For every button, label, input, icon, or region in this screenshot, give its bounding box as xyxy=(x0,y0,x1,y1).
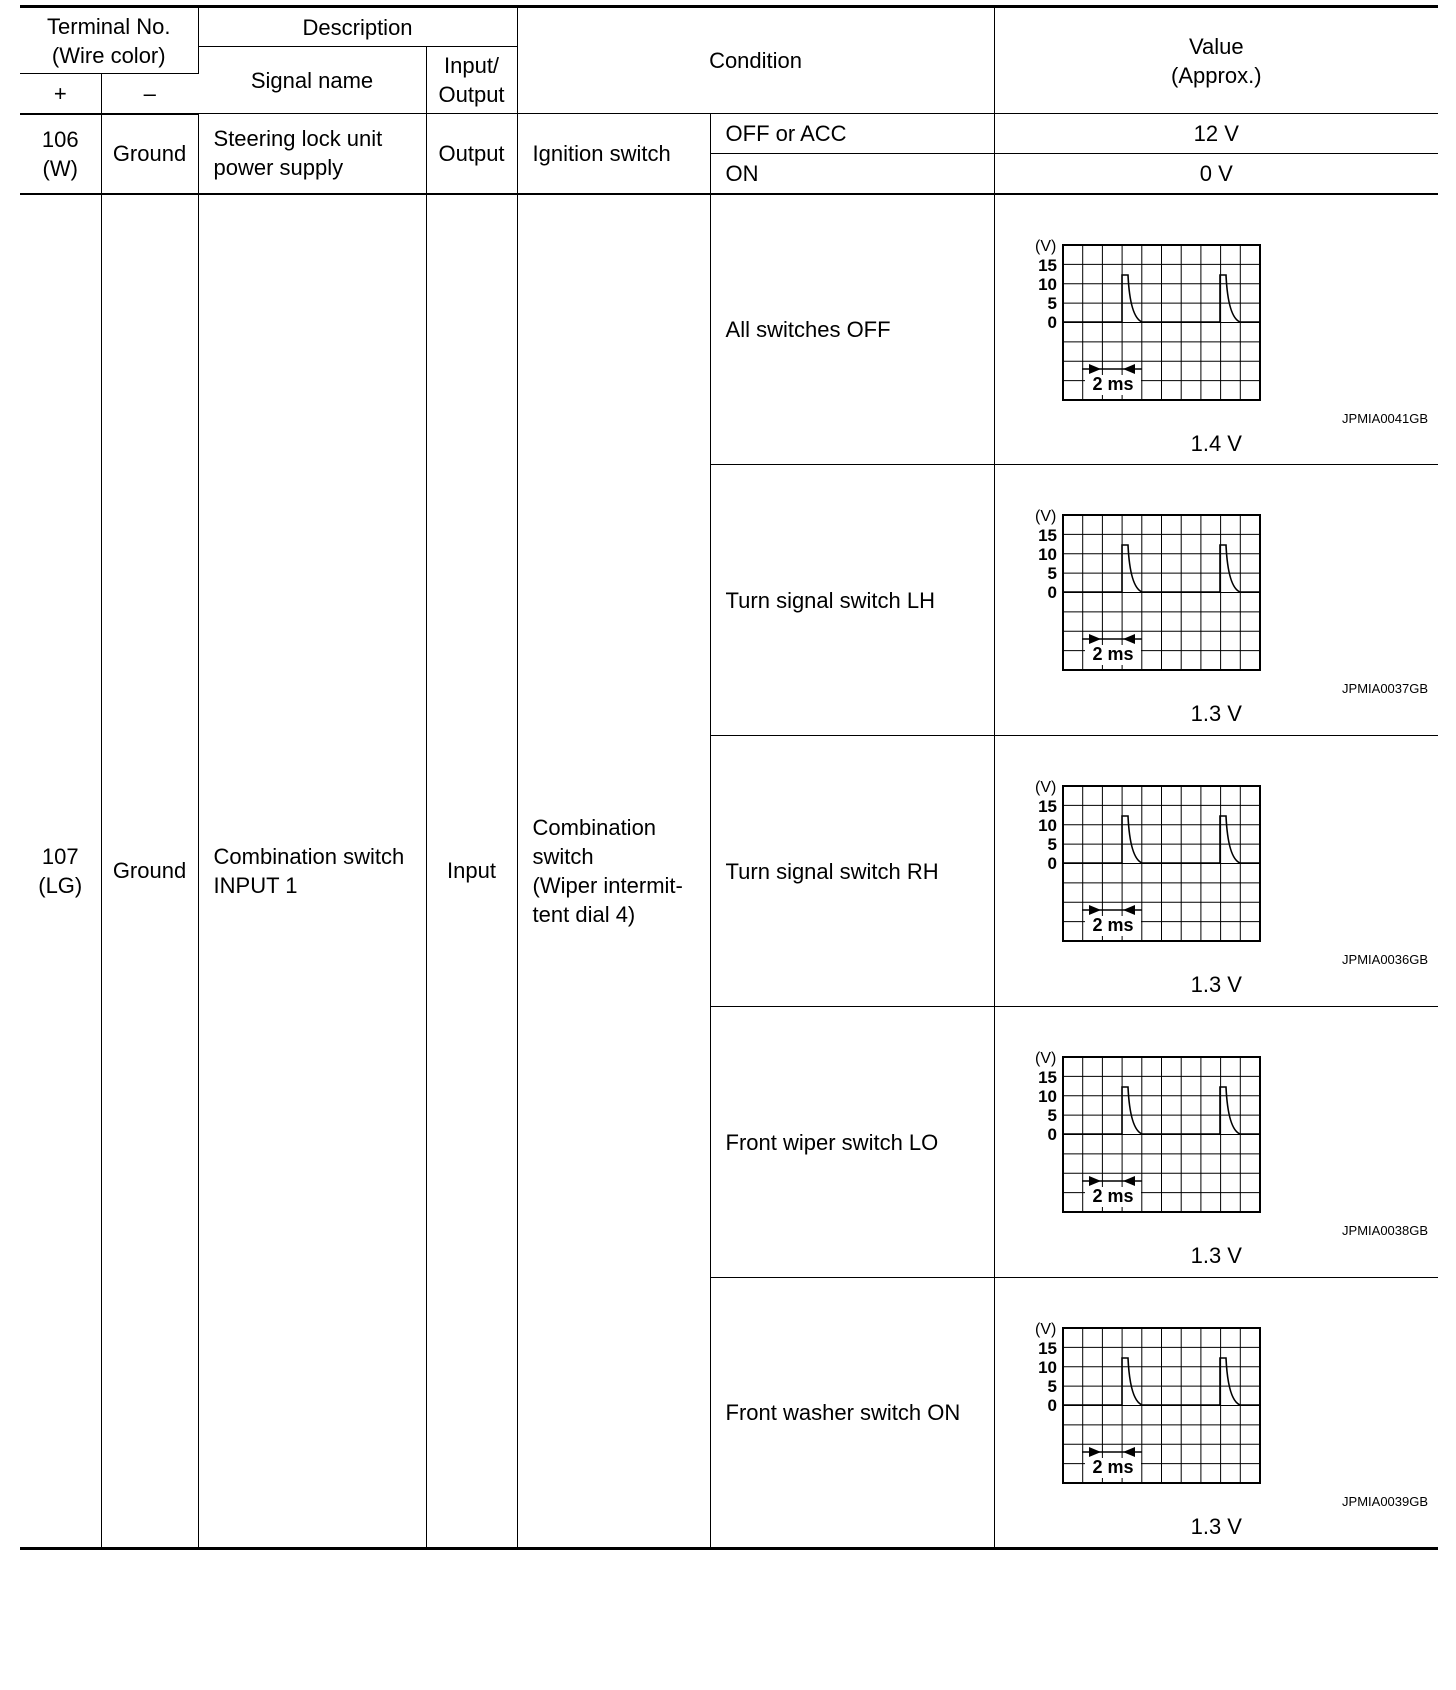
y-tick-label: 10 xyxy=(1037,274,1057,294)
io-label-line1: Input/ xyxy=(444,53,500,78)
terminal-number: 107 xyxy=(41,843,79,869)
unit-label: (V) xyxy=(1034,1050,1056,1067)
arrow-left-icon xyxy=(1123,364,1135,374)
time-label: 2 ms xyxy=(1092,1457,1134,1477)
io-label-line2: Output xyxy=(438,82,505,107)
time-label: 2 ms xyxy=(1092,373,1134,394)
oscilloscope-waveform xyxy=(1033,1045,1283,1220)
unit-label: (V) xyxy=(1034,779,1056,796)
plus-header: + xyxy=(20,74,101,114)
oscilloscope-waveform xyxy=(1033,1316,1283,1491)
oscilloscope-waveform xyxy=(1033,233,1283,408)
waveform-value-cell xyxy=(994,736,1438,1007)
condition-group: Ignition switch xyxy=(517,114,710,194)
figure-code: JPMIA0036GB xyxy=(1342,952,1429,967)
value-reading: 1.4 V xyxy=(1190,430,1242,456)
time-label: 2 ms xyxy=(1092,1186,1134,1206)
arrow-right-icon xyxy=(1089,905,1101,915)
arrow-right-icon xyxy=(1089,1176,1101,1186)
y-tick-label: 0 xyxy=(1047,312,1057,332)
unit-label: (V) xyxy=(1034,508,1056,525)
y-tick-label: 5 xyxy=(1047,1106,1057,1125)
y-tick-label: 15 xyxy=(1037,255,1057,275)
y-tick-label: 15 xyxy=(1037,526,1057,545)
oscilloscope-waveform xyxy=(1033,503,1283,678)
arrow-left-icon xyxy=(1123,634,1135,644)
minus-terminal: Ground xyxy=(101,114,198,194)
y-tick-label: 5 xyxy=(1047,835,1057,854)
minus-header: – xyxy=(101,74,198,114)
arrow-left-icon xyxy=(1123,1176,1135,1186)
figure-code: JPMIA0037GB xyxy=(1342,681,1429,696)
y-tick-label: 0 xyxy=(1047,854,1057,873)
signal-name-header: Signal name xyxy=(198,47,426,114)
arrow-left-icon xyxy=(1123,905,1135,915)
unit-label: (V) xyxy=(1034,1321,1056,1338)
y-tick-label: 5 xyxy=(1047,1377,1057,1396)
wire-color: (W) xyxy=(42,155,78,181)
condition-line: switch xyxy=(532,843,594,869)
y-tick-label: 15 xyxy=(1037,797,1057,816)
y-tick-label: 10 xyxy=(1037,545,1057,564)
signal-name xyxy=(198,114,426,194)
y-tick-label: 15 xyxy=(1037,1068,1057,1087)
value: 12 V xyxy=(994,114,1438,154)
value-reading: 1.3 V xyxy=(1190,701,1242,726)
time-label: 2 ms xyxy=(1092,644,1134,664)
terminal-107 xyxy=(20,194,101,1549)
y-tick-label: 0 xyxy=(1047,1125,1057,1144)
figure-code: JPMIA0041GB xyxy=(1342,410,1429,426)
waveform-value-cell xyxy=(994,1007,1438,1278)
terminal-no-label: Terminal No. xyxy=(47,13,171,39)
condition-line: tent dial 4) xyxy=(532,901,636,927)
arrow-right-icon xyxy=(1089,634,1101,644)
y-tick-label: 10 xyxy=(1037,1358,1057,1377)
condition-header: Condition xyxy=(517,7,994,114)
waveform-value-cell xyxy=(994,465,1438,736)
condition: Turn signal switch RH xyxy=(710,736,994,1007)
condition-group xyxy=(517,194,710,1549)
unit-label: (V) xyxy=(1034,237,1056,255)
value-reading: 1.3 V xyxy=(1190,1514,1242,1539)
time-label: 2 ms xyxy=(1092,915,1134,935)
figure-code: JPMIA0039GB xyxy=(1342,1494,1429,1509)
wire-color: (LG) xyxy=(38,872,83,898)
signal-name-line2: INPUT 1 xyxy=(213,872,298,898)
oscilloscope-waveform xyxy=(1033,774,1283,949)
signal-name-line1: Steering lock unit xyxy=(213,126,383,152)
io-type: Input xyxy=(426,194,517,1549)
arrow-right-icon xyxy=(1089,364,1101,374)
value-reading: 1.3 V xyxy=(1190,1243,1242,1268)
wire-color-label: (Wire color) xyxy=(51,42,166,68)
io-type: Output xyxy=(426,114,517,194)
condition: Front washer switch ON xyxy=(710,1278,994,1549)
signal-name-line1: Combination switch xyxy=(213,843,405,869)
waveform-value-cell xyxy=(994,1278,1438,1549)
terminal-no-header xyxy=(20,7,198,74)
terminal-number: 106 xyxy=(41,126,79,152)
condition: Front wiper switch LO xyxy=(710,1007,994,1278)
figure-code: JPMIA0038GB xyxy=(1342,1223,1429,1238)
value: 0 V xyxy=(994,154,1438,194)
y-tick-label: 10 xyxy=(1037,816,1057,835)
signal-table-container xyxy=(20,5,1438,1550)
y-tick-label: 10 xyxy=(1037,1087,1057,1106)
value-header xyxy=(994,7,1438,114)
terminal-106 xyxy=(20,114,101,194)
io-header xyxy=(426,47,517,114)
y-tick-label: 0 xyxy=(1047,583,1057,602)
terminal-signal-table xyxy=(20,5,1438,1550)
condition: Turn signal switch LH xyxy=(710,465,994,736)
condition: All switches OFF xyxy=(710,194,994,465)
value-label: Value xyxy=(1188,33,1244,59)
y-tick-label: 0 xyxy=(1047,1396,1057,1415)
condition: ON xyxy=(710,154,994,194)
condition: OFF or ACC xyxy=(710,114,994,154)
signal-name xyxy=(198,194,426,1549)
arrow-right-icon xyxy=(1089,1447,1101,1457)
y-tick-label: 5 xyxy=(1047,293,1057,313)
waveform-value-cell xyxy=(994,194,1438,465)
signal-name-line2: power supply xyxy=(213,155,344,181)
minus-terminal: Ground xyxy=(101,194,198,1549)
description-header: Description xyxy=(198,7,517,47)
arrow-left-icon xyxy=(1123,1447,1135,1457)
condition-line: Combination xyxy=(532,814,657,840)
y-tick-label: 15 xyxy=(1037,1339,1057,1358)
approx-label: (Approx.) xyxy=(1171,62,1262,88)
y-tick-label: 5 xyxy=(1047,564,1057,583)
value-reading: 1.3 V xyxy=(1190,972,1242,997)
condition-line: (Wiper intermit- xyxy=(532,872,683,898)
